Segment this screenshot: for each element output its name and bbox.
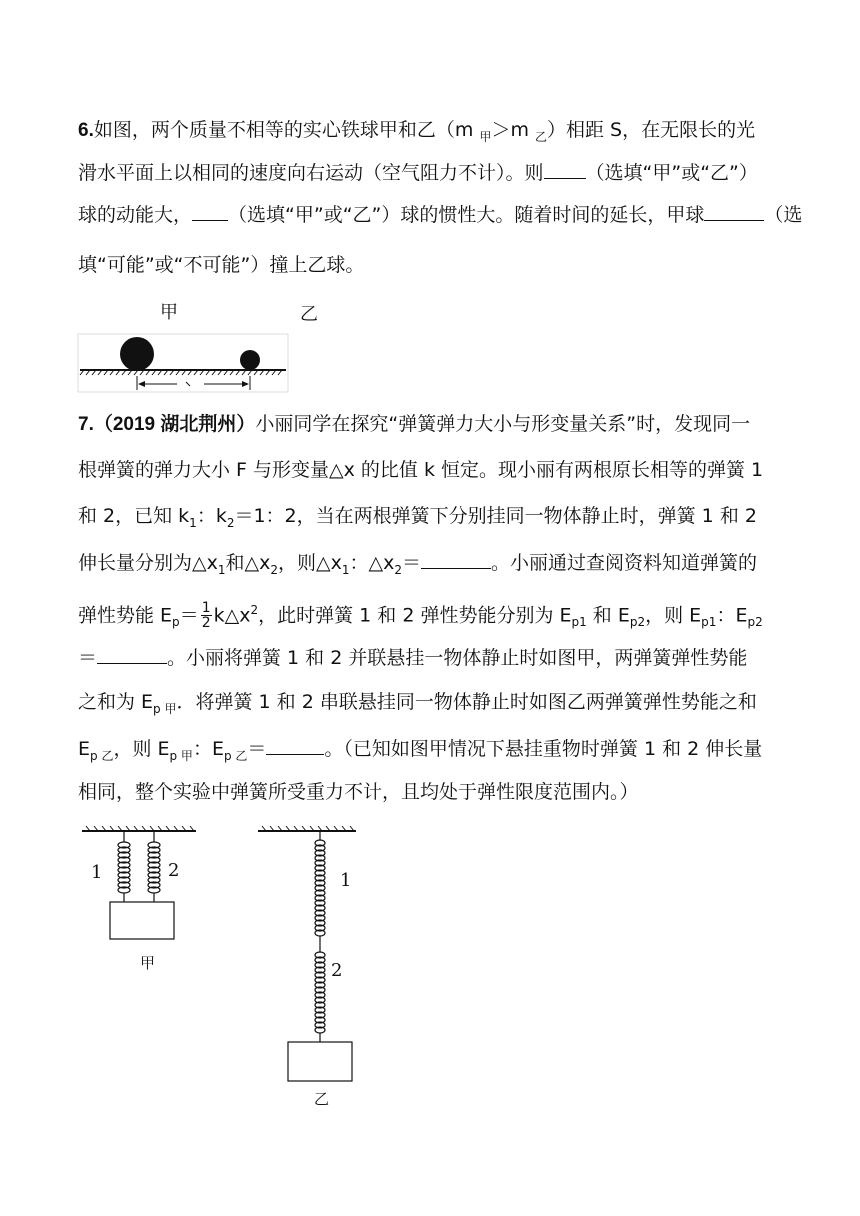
spring-2-series bbox=[315, 952, 325, 1042]
q7-line-8: $E_{p 乙}$，则 $E_{p 甲}$：$E_{p 乙}=$ 。（已知如图甲情况下悬挂重物时弹簧 1 和 2 伸长量 bbox=[78, 738, 763, 763]
series-springs-figure bbox=[258, 826, 358, 1096]
spring-2-series-label: 2 bbox=[331, 960, 343, 981]
parallel-springs-figure bbox=[82, 826, 202, 946]
two-balls-figure bbox=[78, 334, 290, 394]
spring-2-label: 2 bbox=[168, 860, 180, 881]
q6-line-2: 滑水平面上以相同的速度向右运动（空气阻力不计）。则 （选填“甲”或“乙”） bbox=[78, 162, 758, 184]
spring-2 bbox=[148, 831, 160, 902]
ball-yi bbox=[240, 350, 260, 370]
spring-1-series bbox=[315, 831, 325, 952]
ball-yi-label: 乙 bbox=[300, 304, 318, 325]
spring-1-label: 1 bbox=[91, 862, 103, 883]
figure-yi-caption: 乙 bbox=[314, 1090, 330, 1108]
q7-line-1: 7.（2019 湖北荆州）小丽同学在探究“弹簧弹力大小与形变量关系”时，发现同一 bbox=[78, 413, 751, 435]
q7-line-7: 之和为 $E_{p 甲}$．将弹簧 1 和 2 串联悬挂同一物体静止时如图乙两弹簧弹性势能之和 bbox=[78, 691, 757, 716]
spring-1 bbox=[118, 831, 130, 902]
spring-1-series-label: 1 bbox=[340, 870, 352, 891]
q7-line-3: 和 2，已知 $k_1$：$k_2=1$：2，当在两根弹簧下分别挂同一物体静止时，弹簧 1 和 2 bbox=[78, 505, 757, 530]
weight-block-series bbox=[288, 1042, 352, 1081]
figure-jia-caption: 甲 bbox=[140, 954, 156, 972]
ball-jia bbox=[120, 337, 154, 371]
ball-jia-label: 甲 bbox=[160, 302, 178, 323]
q7-line-9: 相同，整个实验中弹簧所受重力不计，且均处于弹性限度范围内。） bbox=[78, 781, 639, 803]
q7-line-6: ＝ 。小丽将弹簧 1 和 2 并联悬挂一物体静止时如图甲，两弹簧弹性势能 bbox=[78, 647, 748, 669]
q6-line-1: 6.如图，两个质量不相等的实心铁球甲和乙（m $_甲$＞m $_乙$）相距 S，在无限长的光 bbox=[78, 119, 756, 144]
q6-line-4: 填“可能”或“不可能”）撞上乙球。 bbox=[78, 254, 365, 276]
q6-line-3: 球的动能大， （选填“甲”或“乙”）球的惯性大。随着时间的延长，甲球 （选 bbox=[78, 204, 803, 226]
q7-line-5: 弹性势能 $E_p=$ $\frac{1}{2}$ $k\triangle x^2$，此时弹簧 1 和 2 弹性势能分别为 $E_{p1}$ 和 $E_{p2}$，则 $E_{p1}$：$E_{p2}$ bbox=[78, 600, 763, 632]
weight-block bbox=[110, 902, 174, 939]
q7-line-2: 根弹簧的弹力大小 F 与形变量△x 的比值 k 恒定。现小丽有两根原长相等的弹簧 1 bbox=[78, 459, 764, 481]
q7-line-4: 伸长量分别为$\triangle x_1$和$\triangle x_2$，则$\triangle x_1$：$\triangle x_2=$ 。小丽通过查阅资料知道弹簧的 bbox=[78, 552, 758, 577]
